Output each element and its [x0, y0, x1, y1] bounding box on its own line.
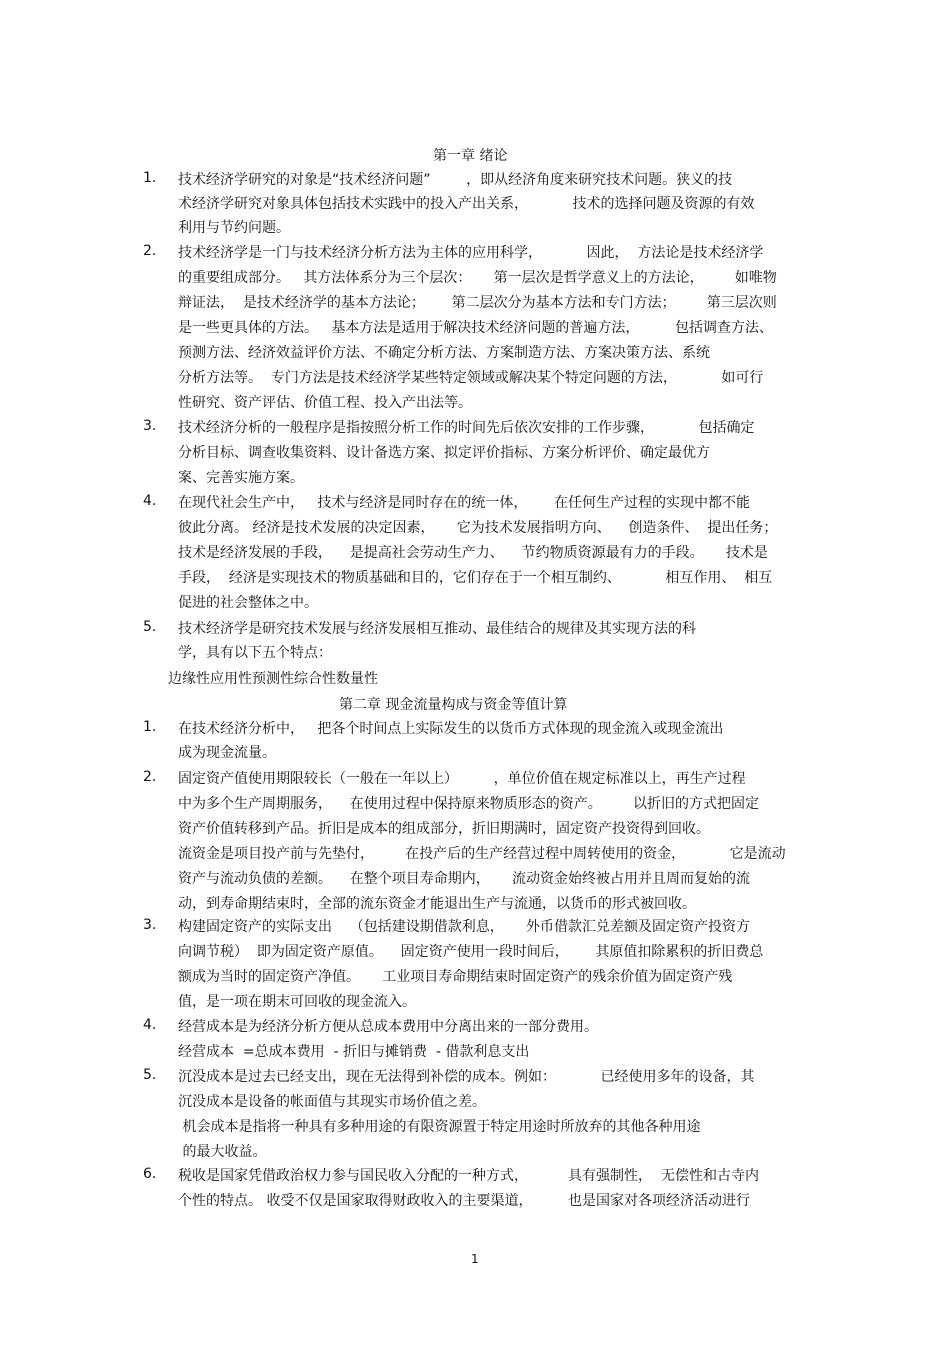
item-line: 技术经济学研究的对象是“技术经济问题” ，即从经济角度来研究技术问题。狭义的技	[178, 172, 733, 188]
item-line: 向调节税） 即为固定资产原值。 固定资产使用一段时间后， 其原值扣除累积的折旧费总	[178, 944, 764, 960]
item-line: 技术经济学是一门与技术经济分析方法为主体的应用科学， 因此， 方法论是技术经济学	[178, 245, 764, 261]
item-line: 彼此分离。 经济是技术发展的决定因素， 它为技术发展指明方向、 创造条件、 提出任务；	[178, 520, 778, 536]
item-number: 5.	[143, 619, 157, 635]
item-line: 在技术经济分析中， 把各个时间点上实际发生的以货币方式体现的现金流入或现金流出	[178, 721, 724, 737]
item-line: 辩证法， 是技术经济学的基本方法论； 第二层次分为基本方法和专门方法； 第三层次则	[178, 295, 777, 311]
item-line: 的最大收益。	[178, 1144, 267, 1160]
item-line: 税收是国家凭借政治权力参与国民收入分配的一种方式， 具有强制性， 无偿性和古寺内	[178, 1168, 759, 1184]
item-number: 4.	[143, 1017, 157, 1033]
item-line: 资产价值转移到产品。折旧是成本的组成部分，折旧期满时，固定资产投资得到回收。	[178, 821, 710, 837]
item-number: 2.	[143, 243, 157, 259]
item-line: 沉没成本是设备的帐面值与其现实市场价值之差。	[178, 1094, 486, 1110]
item-line: 术经济学研究对象具体包括技术实践中的投入产出关系， 技术的选择问题及资源的有效	[178, 196, 755, 212]
item-line: 学，具有以下五个特点：	[178, 645, 332, 661]
item-line: 值，是一项在期末可回收的现金流入。	[178, 994, 416, 1010]
page-number: 1	[471, 1252, 479, 1266]
item-line: 额成为当时的固定资产净值。 工业项目寿命期结束时固定资产的残余价值为固定资产残	[178, 969, 733, 985]
item-number: 3.	[143, 418, 157, 434]
item-line: 资产与流动负债的差额。 在整个项目寿命期内， 流动资金始终被占用并且周而复始的流	[178, 871, 751, 887]
item-number: 5.	[143, 1067, 157, 1083]
item-line: 的重要组成部分。 其方法体系分为三个层次： 第一层次是哲学意义上的方法论， 如唯物	[178, 270, 777, 286]
chapter-1-title: 第一章 绪论	[433, 148, 508, 164]
item-line: 分析目标、调查收集资料、设计备选方案、拟定评价指标、方案分析评价、确定最优方	[178, 445, 710, 461]
item-line: 分析方法等。 专门方法是技术经济学某些特定领域或解决某个特定问题的方法， 如可行	[178, 370, 764, 386]
item-number: 6.	[143, 1166, 157, 1182]
item-line: 动，到寿命期结束时，全部的流东资金才能退出生产与流通，以货币的形式被回收。	[178, 896, 696, 912]
item-number: 1.	[143, 719, 157, 735]
item-line: 机会成本是指将一种具有多种用途的有限资源置于特定用途时所放弃的其他各种用途	[178, 1119, 701, 1135]
item-number: 4.	[143, 493, 157, 509]
item-line: 中为多个生产周期服务， 在使用过程中保持原来物质形态的资产。 以折旧的方式把固定	[178, 796, 759, 812]
item-line: 手段， 经济是实现技术的物质基础和目的，它们存在于一个相互制约、 相互作用、 相互	[178, 570, 773, 586]
item-line: 固定资产值使用期限较长（一般在一年以上） ，单位价值在规定标准以上，再生产过程	[178, 771, 746, 787]
item-line: 技术是经济发展的手段， 是提高社会劳动生产力、 节约物质资源最有力的手段。 技术是	[178, 545, 768, 561]
item-line: 案、完善实施方案。	[178, 470, 304, 486]
item-number: 1.	[143, 170, 157, 186]
features-line: 边缘性应用性预测性综合性数量性	[168, 671, 378, 687]
item-line: 个性的特点。 收受不仅是国家取得财政收入的主要渠道， 也是国家对各项经济活动进行	[178, 1193, 751, 1209]
item-line: 构建固定资产的实际支出 （包括建设期借款利息， 外币借款汇兑差额及固定资产投资方	[178, 919, 751, 935]
item-line: 技术经济学是研究技术发展与经济发展相互推动、最佳结合的规律及其实现方法的科	[178, 621, 696, 637]
chapter-2-title: 第二章 现金流量构成与资金等值计算	[339, 697, 568, 713]
item-number: 3.	[143, 917, 157, 933]
item-line: 性研究、资产评估、价值工程、投入产出法等。	[178, 395, 472, 411]
item-line: 流资金是项目投产前与先垫付， 在投产后的生产经营过程中周转使用的资金， 它是流动	[178, 846, 786, 862]
item-line: 经营成本是为经济分析方便从总成本费用中分离出来的一部分费用。	[178, 1019, 598, 1035]
item-line: 沉没成本是过去已经支出，现在无法得到补偿的成本。例如： 已经使用多年的设备，其	[178, 1069, 755, 1085]
item-line: 是一些更具体的方法。 基本方法是适用于解决技术经济问题的普遍方法， 包括调查方法、	[178, 320, 773, 336]
item-line: 在现代社会生产中， 技术与经济是同时存在的统一体， 在任何生产过程的实现中都不能	[178, 495, 751, 511]
item-line: 技术经济分析的一般程序是指按照分析工作的时间先后依次安排的工作步骤， 包括确定	[178, 420, 755, 436]
item-line: 促进的社会整体之中。	[178, 595, 318, 611]
item-number: 2.	[143, 769, 157, 785]
item-line: 经营成本 =总成本费用 - 折旧与摊销费 - 借款利息支出	[178, 1044, 530, 1060]
item-line: 利用与节约问题。	[178, 220, 290, 236]
item-line: 成为现金流量。	[178, 745, 276, 761]
item-line: 预测方法、经济效益评价方法、不确定分析方法、方案制造方法、方案决策方法、系统	[178, 345, 710, 361]
